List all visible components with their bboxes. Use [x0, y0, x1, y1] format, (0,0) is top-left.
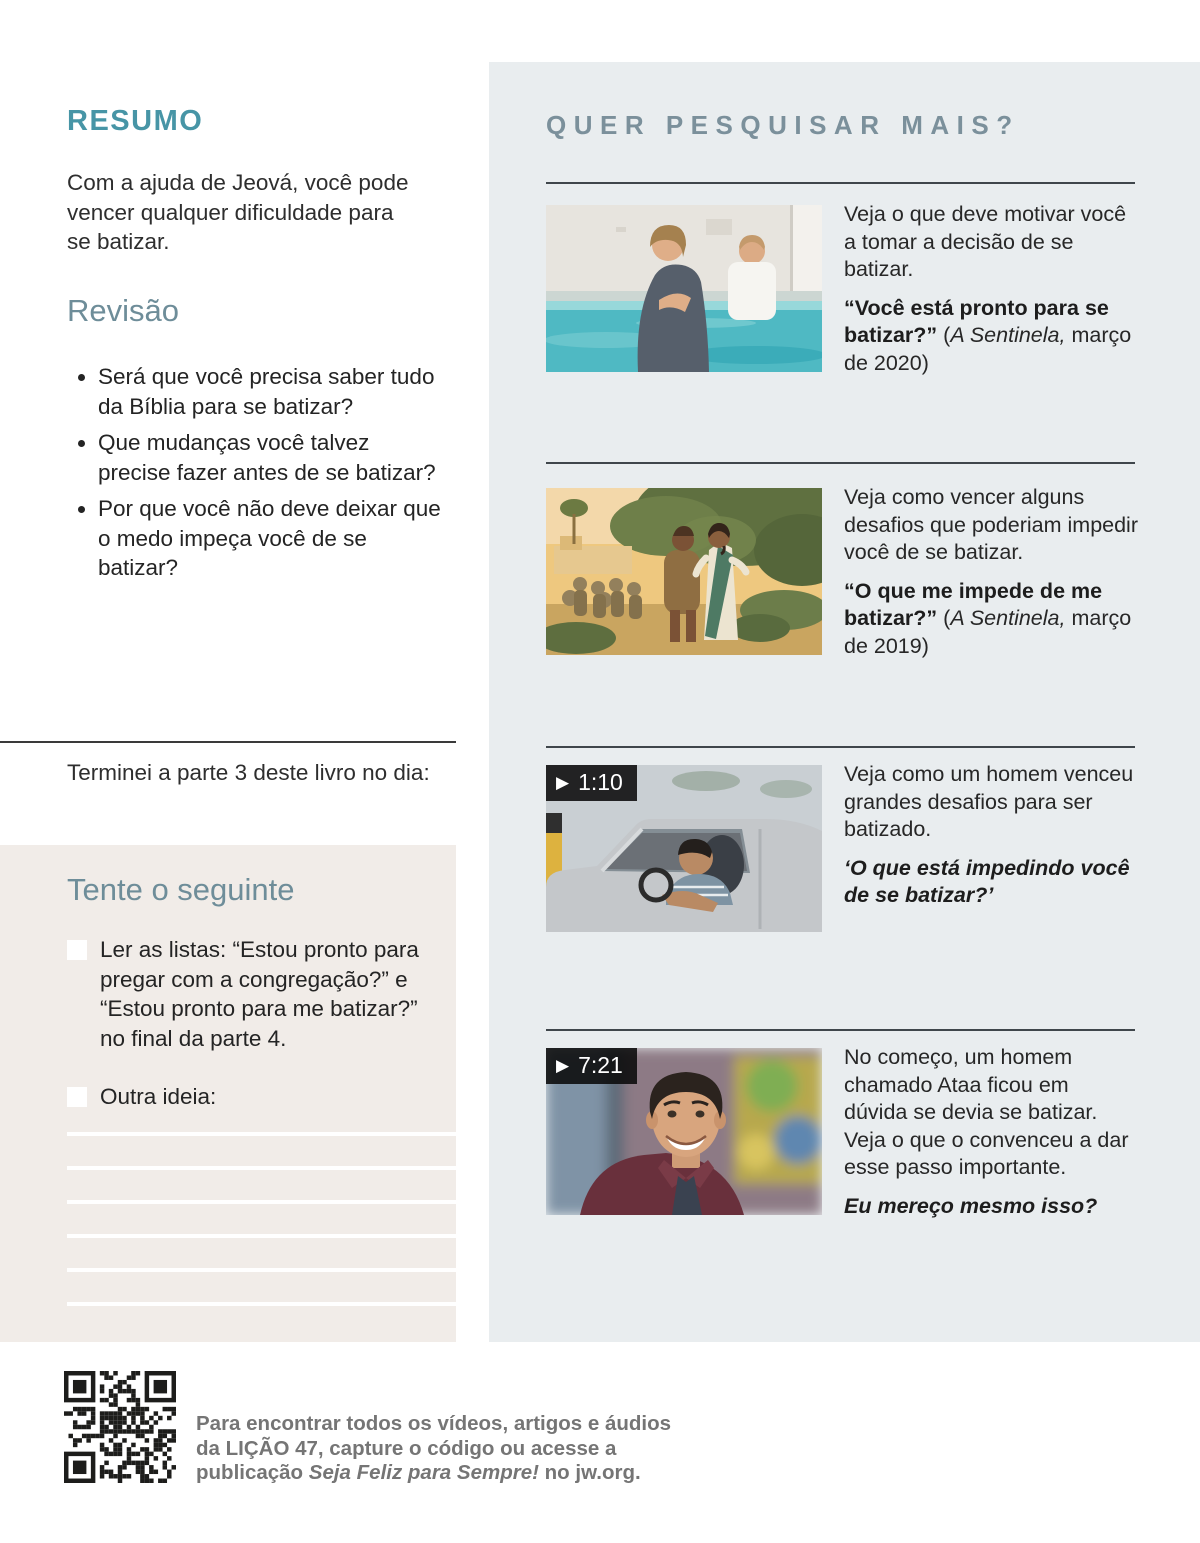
research-heading: QUER PESQUISAR MAIS? [546, 110, 1020, 140]
checklist-item [67, 1082, 445, 1112]
reference-text: ( [937, 606, 951, 630]
review-question: • Que mudanças você talvez precise fazer antes de se batizar? [98, 428, 445, 487]
divider-rule [546, 462, 1135, 464]
reference-text: ( [937, 323, 951, 347]
resumo-heading: RESUMO [67, 105, 204, 137]
article-title-link[interactable]: “O que me impede de me batizar?” [844, 578, 1109, 630]
checklist-item-label: Outra ideia: [100, 1084, 217, 1109]
baptism-pool-photo[interactable] [546, 205, 822, 372]
play-icon: ▶ [556, 773, 570, 792]
article-reference [844, 578, 1138, 661]
reference-text: março de 2020) [844, 323, 1138, 375]
research-item-text [844, 201, 1138, 377]
research-item-desc: No começo, um homem chamado Ataa ficou em dúvida se devia se batizar. Veja o que o convenceu a dar esse passo importante. [844, 1045, 1129, 1179]
writing-line [67, 1166, 456, 1170]
divider-rule [546, 746, 1135, 748]
research-item-text [844, 1044, 1138, 1220]
research-item-desc: Veja o que deve motivar você a tomar a decisão de se batizar. [844, 202, 1127, 281]
review-question: • Será que você precisa saber tudo da Bíblia para se batizar? [98, 362, 445, 421]
play-icon: ▶ [556, 1056, 570, 1075]
bible-scene-illustration [546, 488, 822, 655]
review-question-list [70, 362, 445, 590]
writing-line [67, 1234, 456, 1238]
research-more-panel [489, 62, 1200, 1342]
checkbox[interactable] [67, 1087, 87, 1107]
footer-instructions [196, 1412, 678, 1486]
video-duration: 7:21 [578, 1052, 623, 1078]
video-duration-badge[interactable] [546, 765, 637, 801]
completion-date-label: Terminei a parte 3 deste livro no dia: [67, 760, 430, 785]
reference-text: março de 2019) [844, 606, 1138, 658]
baptism-pool-illustration [546, 205, 822, 372]
try-this-box [0, 845, 456, 1342]
writing-line [67, 1132, 456, 1136]
research-item-desc: Veja como um homem venceu grandes desafios para ser batizado. [844, 762, 1134, 841]
man-in-car-video[interactable] [546, 765, 822, 932]
footer-text-part: Para encontrar todos os vídeos, artigos e áudios da LIÇÃO 47, capture o código ou acesse a publicação [196, 1412, 677, 1484]
revisao-heading: Revisão [67, 293, 179, 328]
divider-rule [546, 1029, 1135, 1031]
checklist-item [67, 935, 445, 1053]
divider-rule [546, 182, 1135, 184]
divider-rule [0, 741, 456, 743]
video-title-link[interactable]: ‘O que está impedindo você de se batizar?’ [844, 855, 1130, 907]
article-title-link[interactable]: “Você está pronto para se batizar?” [844, 295, 1115, 347]
ataa-interview-video[interactable] [546, 1048, 822, 1215]
research-item-text [844, 484, 1138, 660]
writing-line [67, 1268, 456, 1272]
jesus-baptism-painting[interactable] [546, 488, 822, 655]
writing-line [67, 1302, 456, 1306]
footer-text-part: no jw.org. [538, 1461, 641, 1484]
qr-code [64, 1371, 176, 1483]
checkbox[interactable] [67, 940, 87, 960]
video-duration: 1:10 [578, 769, 623, 795]
publication-name: Seja Feliz para Sempre! [308, 1461, 539, 1484]
video-duration-badge[interactable] [546, 1048, 637, 1084]
checklist-item-label: Ler as listas: “Estou pronto para pregar com a congregação?” e “Estou pronto para me batizar?” no final da parte 4. [100, 937, 419, 1051]
research-item-text [844, 761, 1138, 910]
resumo-body-text: Com a ajuda de Jeová, você pode vencer qualquer dificuldade para se batizar. [67, 170, 409, 254]
publication-name: A Sentinela, [950, 323, 1066, 347]
research-item-desc: Veja como vencer alguns desafios que poderiam impedir você de se batizar. [844, 485, 1138, 564]
video-title-link[interactable]: Eu mereço mesmo isso? [844, 1193, 1098, 1218]
publication-name: A Sentinela, [950, 606, 1066, 630]
writing-line [67, 1200, 456, 1204]
try-this-heading: Tente o seguinte [67, 872, 295, 907]
review-question: • Por que você não deve deixar que o medo impeça você de se batizar? [98, 494, 445, 583]
article-reference [844, 295, 1138, 378]
